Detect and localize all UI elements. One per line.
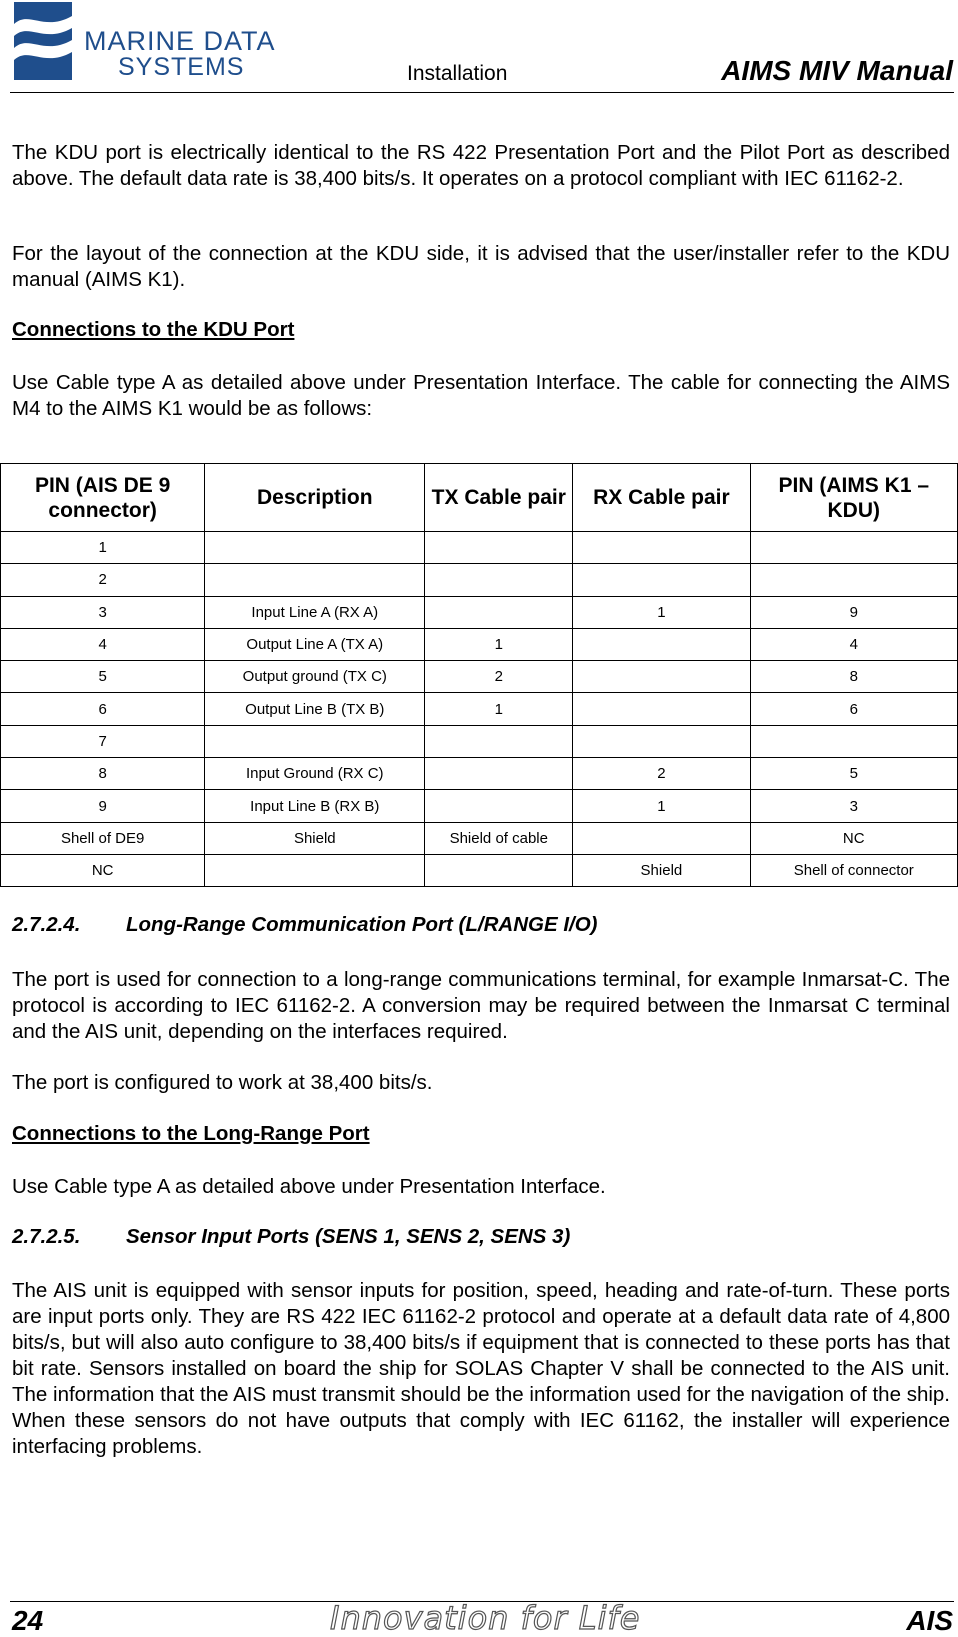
cell-tx-pair <box>425 758 573 790</box>
table-row <box>1 725 958 757</box>
cell-tx-pair: Shield of cable <box>425 822 573 854</box>
header-tx-pair: TX Cable pair <box>425 464 573 532</box>
cell-rx-pair <box>573 661 750 693</box>
heading-kdu-connections: Connections to the KDU Port <box>12 318 295 341</box>
cell-description: Output ground (TX C) <box>205 661 425 693</box>
table-row <box>1 532 958 564</box>
table-row <box>1 854 958 886</box>
page-number: 24 <box>12 1605 44 1636</box>
paragraph-kdu-layout: For the layout of the connection at the KDU side, it is advised that the user/installer refer to the KDU manual (AIMS K1). <box>12 242 950 291</box>
cell-description: Output Line A (TX A) <box>205 628 425 660</box>
cell-rx-pair <box>573 725 750 757</box>
wave-logo-icon <box>14 2 284 84</box>
paragraph-sensor-inputs: The AIS unit is equipped with sensor inputs for position, speed, heading and rate-of-turn. These ports are input ports only. They are RS 422 IEC 61162-2 protocol and operate at a default data rate of 4,800 bits/s, but will also auto configure to 38,400 bits/s if equipment that is connected to these ports has that bit rate. Sensors installed on board the ship for SOLAS Chapter V shall be connected to the AIS unit. The information that the AIS must transmit should be the information used for the navigation of the ship. When these sensors do not have outputs that comply with IEC 61162, the installer will experience interfacing problems. <box>12 1279 950 1458</box>
cell-pin-kdu: 9 <box>750 596 957 628</box>
paragraph-long-range: The port is used for connection to a long-range communications terminal, for example Inmarsat-C. The protocol is according to IEC 61162-2. A conversion may be required between the Inmarsat C terminal and the AIS unit, depending on the interfaces required. <box>12 968 950 1043</box>
cell-description <box>205 725 425 757</box>
footer-slogan: Innovation for Life <box>330 1599 641 1637</box>
cell-tx-pair: 2 <box>425 661 573 693</box>
cell-rx-pair: 1 <box>573 790 750 822</box>
logo-line2: SYSTEMS <box>118 53 245 81</box>
cell-rx-pair: 1 <box>573 596 750 628</box>
cell-description <box>205 854 425 886</box>
cell-pin-ais: 9 <box>1 790 205 822</box>
cell-pin-kdu: 4 <box>750 628 957 660</box>
cell-description: Input Ground (RX C) <box>205 758 425 790</box>
table-row <box>1 693 958 725</box>
header-pin-kdu: PIN (AIMS K1 – KDU) <box>750 464 957 532</box>
cell-tx-pair: 1 <box>425 693 573 725</box>
cell-pin-kdu: 8 <box>750 661 957 693</box>
cell-tx-pair <box>425 532 573 564</box>
section-title: Sensor Input Ports (SENS 1, SENS 2, SENS 3) <box>126 1225 571 1248</box>
cell-tx-pair <box>425 564 573 596</box>
table-row <box>1 661 958 693</box>
cell-pin-kdu: 5 <box>750 758 957 790</box>
cell-tx-pair <box>425 725 573 757</box>
paragraph-long-range-rate: The port is configured to work at 38,400 bits/s. <box>12 1071 433 1094</box>
cell-pin-ais: 1 <box>1 532 205 564</box>
cell-description: Output Line B (TX B) <box>205 693 425 725</box>
header-rx-pair: RX Cable pair <box>573 464 750 532</box>
cell-pin-kdu <box>750 725 957 757</box>
cell-rx-pair <box>573 628 750 660</box>
cell-description: Input Line A (RX A) <box>205 596 425 628</box>
cell-rx-pair <box>573 693 750 725</box>
manual-title: AIMS MIV Manual <box>721 55 953 86</box>
paragraph-kdu-port: The KDU port is electrically identical to the RS 422 Presentation Port and the Pilot Port as described above. The default data rate is 38,400 bits/s. It operates on a protocol compliant with IEC 61162-2. <box>12 141 950 190</box>
table-row <box>1 596 958 628</box>
table-row <box>1 790 958 822</box>
cell-rx-pair <box>573 564 750 596</box>
cell-pin-kdu <box>750 564 957 596</box>
cell-rx-pair <box>573 822 750 854</box>
cell-pin-kdu: NC <box>750 822 957 854</box>
header-divider <box>10 92 954 93</box>
cell-pin-ais: 5 <box>1 661 205 693</box>
pin-table <box>0 463 958 887</box>
logo-line1: MARINE DATA <box>84 26 276 56</box>
section-number: 2.7.2.4. <box>12 913 81 936</box>
cell-description: Input Line B (RX B) <box>205 790 425 822</box>
cell-pin-ais: NC <box>1 854 205 886</box>
cell-tx-pair <box>425 596 573 628</box>
cell-pin-ais: 6 <box>1 693 205 725</box>
section-heading-sensor <box>12 1225 570 1249</box>
paragraph-kdu-cable: Use Cable type A as detailed above under Presentation Interface. The cable for connecting the AIMS M4 to the AIMS K1 would be as follows: <box>12 371 950 420</box>
cell-pin-ais: 8 <box>1 758 205 790</box>
paragraph-long-range-cable: Use Cable type A as detailed above under Presentation Interface. <box>12 1175 606 1198</box>
section-heading-long-range <box>12 913 597 937</box>
section-title: Long-Range Communication Port (L/RANGE I/O) <box>126 913 598 936</box>
section-number: 2.7.2.5. <box>12 1225 81 1248</box>
cell-tx-pair: 1 <box>425 628 573 660</box>
cell-description <box>205 564 425 596</box>
table-row <box>1 822 958 854</box>
company-logo <box>14 2 284 84</box>
cell-rx-pair <box>573 532 750 564</box>
cell-pin-kdu: Shell of connector <box>750 854 957 886</box>
header-description: Description <box>205 464 425 532</box>
table-row <box>1 564 958 596</box>
header-section: Installation <box>407 62 508 85</box>
cell-pin-ais: Shell of DE9 <box>1 822 205 854</box>
cell-pin-kdu: 6 <box>750 693 957 725</box>
cell-pin-ais: 2 <box>1 564 205 596</box>
cell-tx-pair <box>425 790 573 822</box>
cell-pin-ais: 4 <box>1 628 205 660</box>
header-pin-ais: PIN (AIS DE 9 connector) <box>1 464 205 532</box>
cell-rx-pair: Shield <box>573 854 750 886</box>
footer-product: AIS <box>906 1605 953 1636</box>
cell-description: Shield <box>205 822 425 854</box>
cell-tx-pair <box>425 854 573 886</box>
cell-pin-kdu <box>750 532 957 564</box>
cell-rx-pair: 2 <box>573 758 750 790</box>
table-row <box>1 628 958 660</box>
cell-pin-ais: 3 <box>1 596 205 628</box>
table-row <box>1 758 958 790</box>
cell-description <box>205 532 425 564</box>
table-header-row <box>1 464 958 532</box>
cell-pin-kdu: 3 <box>750 790 957 822</box>
cell-pin-ais: 7 <box>1 725 205 757</box>
heading-long-range-connections: Connections to the Long-Range Port <box>12 1122 370 1145</box>
